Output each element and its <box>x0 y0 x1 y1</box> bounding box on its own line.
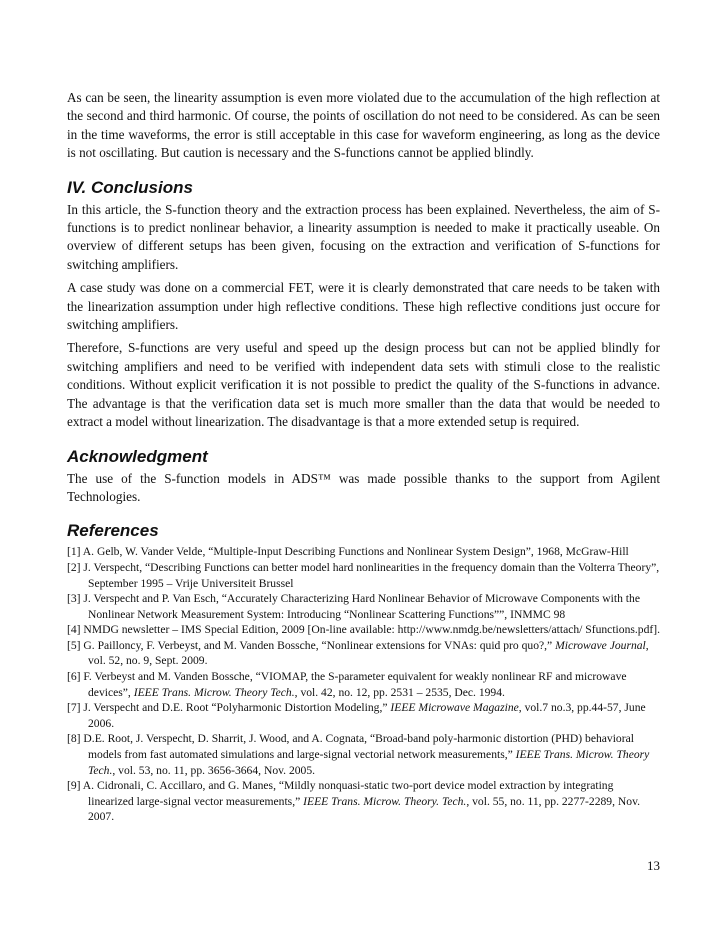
reference-7-text: [7] J. Verspecht and D.E. Root “Polyharmonic Distortion Modeling,” <box>67 701 391 715</box>
reference-8-details: , vol. 53, no. 11, pp. 3656-3664, Nov. 2005. <box>112 763 316 777</box>
reference-item-2 <box>67 560 660 591</box>
conclusions-paragraph-3: Therefore, S-functions are very useful and speed up the design process but can not be applied blindly for switching amplifiers and need to be verified with independent data sets with stimuli close to the realistic conditions. Without explicit verification it is not possible to predict the quality of the S-functions in advance. The advantage is that the verification data set is much more smaller than the data that would be needed to extract a model without linearization. The disadvantage is that a more extended setup is required. <box>67 340 660 430</box>
reference-3-text: [3] J. Verspecht and P. Van Esch, “Accurately Characterizing Hard Nonlinear Behavior of Microwave Components with the Nonlinear Network Measurement System: Introducing “Nonlinear Scattering Functions””, INMMC 98 <box>67 592 640 621</box>
conclusions-heading: IV. Conclusions <box>67 177 193 197</box>
reference-item-3 <box>67 591 660 622</box>
reference-8-journal: IEEE Trans. Microw. Theory Tech. <box>88 748 650 777</box>
reference-item-5 <box>67 638 660 669</box>
reference-4-text: [4] NMDG newsletter – IMS Special Edition, 2009 [On-line available: http://www.nmdg.be/newsletters/attach/ Sfunctions.pdf]. <box>67 623 660 637</box>
reference-2-text: [2] J. Verspecht, “Describing Functions can better model hard nonlinearities in the frequency domain than the Volterra Theory”, September 1995 – Vrije Universiteit Brussel <box>67 560 660 590</box>
reference-9-text: [9] A. Cidronali, C. Accillaro, and G. Manes, “Mildly nonquasi-static two-port device model extraction by integrating linearized large-signal vector measurements,” <box>67 779 614 808</box>
page-content <box>67 89 660 825</box>
acknowledgment-paragraph: The use of the S-function models in ADS™ was made possible thanks to the support from Agilent Technologies. <box>67 470 660 504</box>
reference-item-1 <box>67 544 660 560</box>
reference-7-journal: IEEE Microwave Magazine <box>390 701 519 715</box>
reference-list <box>67 544 660 825</box>
reference-6-details: , vol. 42, no. 12, pp. 2531 – 2535, Dec. 1994. <box>294 685 505 699</box>
reference-6-journal: IEEE Trans. Microw. Theory Tech. <box>133 685 295 699</box>
reference-9-details: , vol. 55, no. 11, pp. 2277-2289, Nov. 2007. <box>88 794 641 824</box>
reference-5-details: , vol. 52, no. 9, Sept. 2009. <box>88 638 649 668</box>
reference-7-details: , vol.7 no.3, pp.44-57, June 2006. <box>88 701 646 730</box>
reference-9-journal: IEEE Trans. Microw. Theory. Tech. <box>303 794 467 808</box>
reference-item-8 <box>67 731 660 778</box>
reference-item-9 <box>67 778 660 825</box>
reference-1-text: [1] A. Gelb, W. Vander Velde, “Multiple-Input Describing Functions and Nonlinear System Design”, 1968, McGraw-Hill <box>67 545 629 559</box>
page-number: 13 <box>647 858 660 873</box>
reference-item-7 <box>67 700 660 731</box>
reference-6-text: [6] F. Verbeyst and M. Vanden Bossche, “VIOMAP, the S-parameter equivalent for weakly nonlinear RF and microwave devices”, <box>67 670 627 699</box>
reference-item-6 <box>67 669 660 700</box>
reference-5-journal: Microwave Journal <box>555 638 646 652</box>
reference-8-text: [8] D.E. Root, J. Verspecht, D. Sharrit, J. Wood, and A. Cognata, “Broad-band poly-harmonic distortion (PHD) behavioral models from fast automated simulations and large-signal vectorial network measurements,” <box>67 732 634 762</box>
reference-5-text: [5] G. Pailloncy, F. Verbeyst, and M. Vanden Bossche, “Nonlinear extensions for VNAs: quid pro quo?,” <box>67 638 556 652</box>
conclusions-paragraph-1: In this article, the S-function theory and the extraction process has been explained. Nevertheless, the aim of S-functions is to predict nonlinear behavior, a linearity assumption is needed to make it practically useable. On overview of different setups has been given, focusing on the extraction and verification of S-functions for switching amplifiers. <box>67 201 660 272</box>
reference-item-4 <box>67 622 660 638</box>
conclusions-paragraph-2: A case study was done on a commercial FET, were it is clearly demonstrated that care needs to be taken with the linearization assumption under high reflective conditions. These high reflective conditions just occure for switching amplifiers. <box>67 280 660 333</box>
references-heading: References <box>67 521 159 541</box>
intro-paragraph: As can be seen, the linearity assumption is even more violated due to the accumulation of the high reflection at the second and third harmonic. Of course, the points of oscillation do not need to be considered. As can be seen in the time waveforms, the error is still acceptable in this case for waveform engineering, as long as the device is not oscillating. But caution is necessary and the S-functions cannot be applied blindly. <box>67 90 660 161</box>
acknowledgment-heading: Acknowledgment <box>67 446 208 466</box>
